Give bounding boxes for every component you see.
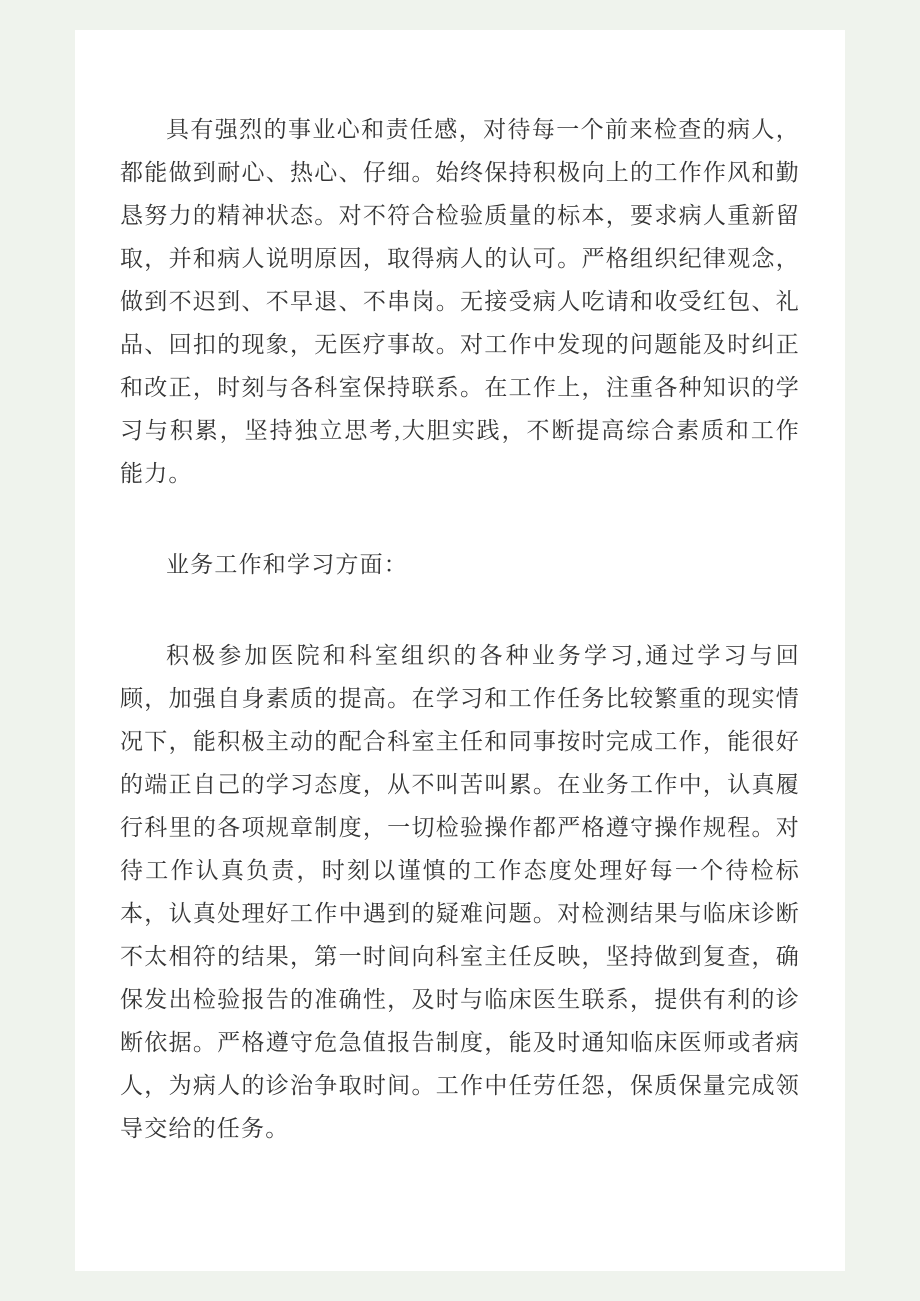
page-background xyxy=(0,30,920,1301)
paragraph-business-study: 积极参加医院和科室组织的各种业务学习,通过学习与回顾，加强自身素质的提高。在学习和工作任务比较繁重的现实情况下，能积极主动的配合科室主任和同事按时完成工作，能很好的端正自己的学习态度，从不叫苦叫累。在业务工作中，认真履行科里的各项规章制度，一切检验操作都严格遵守操作规程。对待工作认真负责，时刻以谨慎的工作态度处理好每一个待检标本，认真处理好工作中遇到的疑难问题。对检测结果与临床诊断不太相符的结果，第一时间向科室主任反映，坚持做到复查，确保发出检验报告的准确性，及时与临床医生联系，提供有利的诊断依据。严格遵守危急值报告制度，能及时通知临床医师或者病人，为病人的诊治争取时间。工作中任劳任怨，保质保量完成领导交给的任务。 xyxy=(120,643,800,1141)
document-page xyxy=(75,30,845,1271)
section-heading-business-study: 业务工作和学习方面： xyxy=(166,552,408,577)
paragraph-work-attitude: 具有强烈的事业心和责任感，对待每一个前来检查的病人，都能做到耐心、热心、仔细。始终保持积极向上的工作作风和勤恳努力的精神状态。对不符合检验质量的标本，要求病人重新留取，并和病人说明原因，取得病人的认可。严格组织纪律观念，做到不迟到、不早退、不串岗。无接受病人吃请和收受红包、礼品、回扣的现象，无医疗事故。对工作中发现的问题能及时纠正和改正，时刻与各科室保持联系。在工作上，注重各种知识的学习与积累，坚持独立思考,大胆实践，不断提高综合素质和工作能力。 xyxy=(120,117,800,486)
